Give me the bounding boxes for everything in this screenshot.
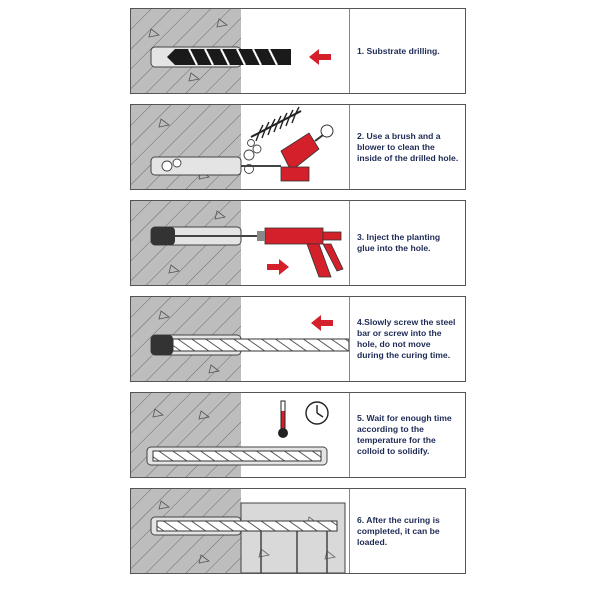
panel-divider (349, 489, 350, 573)
step-6-illustration (131, 489, 349, 573)
step-2-text: 2. Use a brush and a blower to clean the inside of the drilled hole. (357, 130, 459, 163)
drill-bit-icon (167, 49, 291, 65)
arrow-right-icon (267, 259, 289, 275)
concrete-block-icon (241, 503, 345, 573)
step-4-caption (357, 297, 463, 381)
step-1-caption (357, 9, 463, 93)
step-4-illustration (131, 297, 349, 381)
steel-bar-icon (157, 521, 337, 531)
step-1-illustration (131, 9, 349, 93)
step-3-illustration (131, 201, 349, 285)
panel-divider (349, 393, 350, 477)
step-5-panel (130, 392, 466, 478)
panel-divider (349, 201, 350, 285)
step-5-caption (357, 393, 463, 477)
step-6-panel (130, 488, 466, 574)
step-2-panel (130, 104, 466, 190)
panel-divider (349, 297, 350, 381)
steel-bar-icon (173, 339, 349, 351)
wall-section (131, 105, 241, 189)
step-4-panel (130, 296, 466, 382)
arrow-left-icon (309, 49, 331, 65)
installation-steps (130, 8, 466, 574)
arrow-left-icon (311, 315, 333, 331)
step-5-text: 5. Wait for enough time according to the temperature for the colloid to solidify. (357, 413, 452, 456)
step-2-caption (357, 105, 463, 189)
step-4-text: 4.Slowly screw the steel bar or screw into the hole, do not move during the curing time. (357, 317, 456, 360)
panel-divider (349, 105, 350, 189)
blower-icon (241, 125, 333, 181)
clock-icon (306, 402, 328, 424)
step-6-caption (357, 489, 463, 573)
step-5-illustration (131, 393, 349, 477)
step-6-text: 6. After the curing is completed, it can be loaded. (357, 514, 440, 547)
step-2-illustration (131, 105, 349, 189)
steel-bar-icon (153, 451, 321, 461)
step-3-caption (357, 201, 463, 285)
glue-fill (151, 227, 175, 245)
step-3-text: 3. Inject the planting glue into the hole. (357, 232, 441, 253)
brush-icon (251, 107, 301, 141)
step-1-panel (130, 8, 466, 94)
step-1-text: 1. Substrate drilling. (357, 45, 440, 56)
panel-divider (349, 9, 350, 93)
thermometer-icon (278, 401, 288, 438)
step-3-panel (130, 200, 466, 286)
